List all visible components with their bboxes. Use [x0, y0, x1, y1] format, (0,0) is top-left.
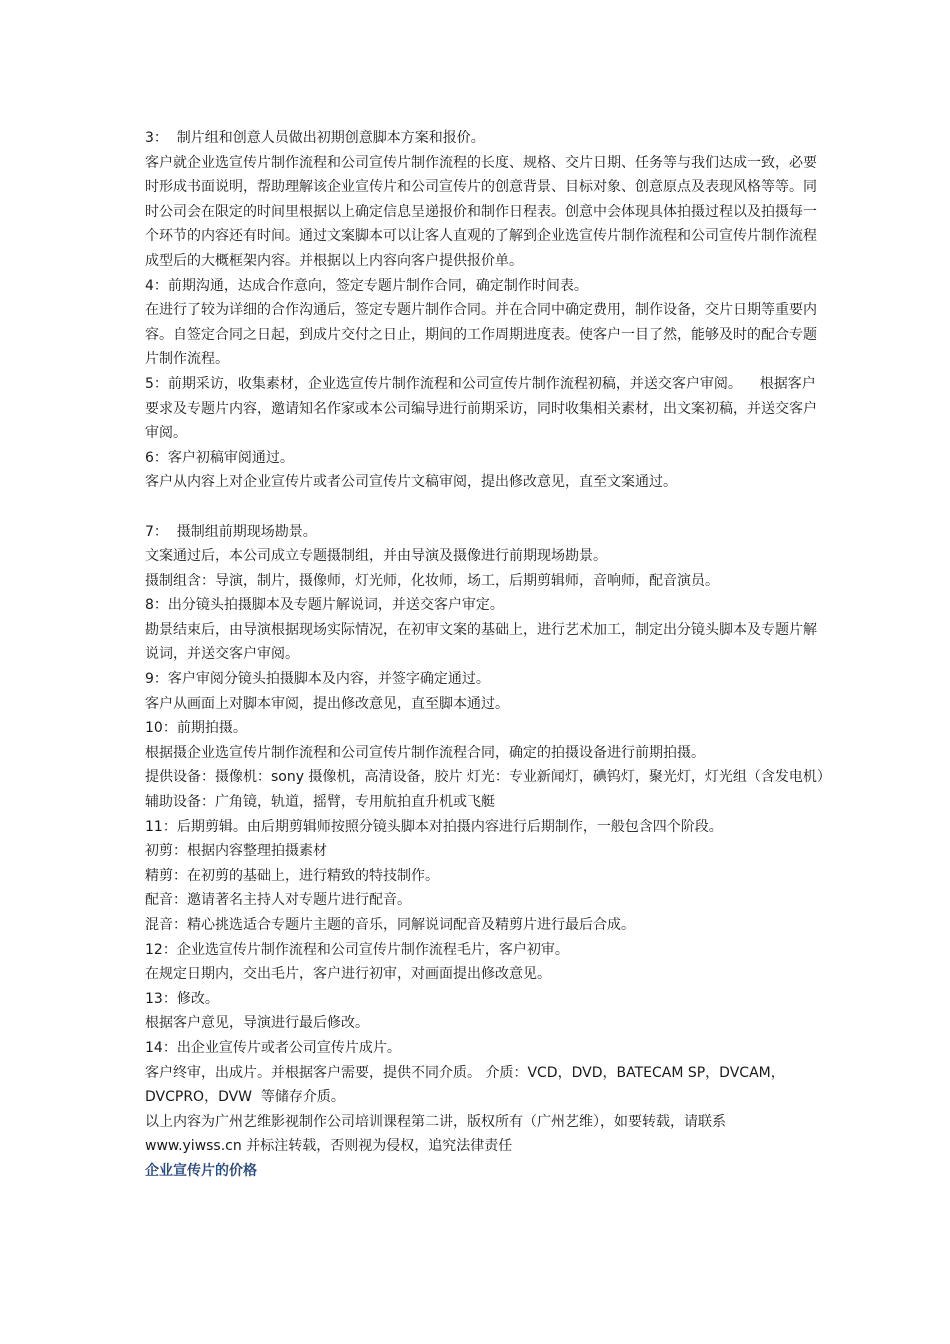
- step-12-body: 在规定日期内，交出毛片，客户进行初审，对画面提出修改意见。: [145, 966, 551, 983]
- step-9-heading: 9：客户审阅分镜头拍摄脚本及内容，并签字确定通过。: [145, 671, 490, 688]
- step-7-body: 文案通过后，本公司成立专题摄制组，并由导演及摄像进行前期现场勘景。: [145, 548, 607, 565]
- step-10-body: 根据摄企业选宣传片制作流程和公司宣传片制作流程合同，确定的拍摄设备进行前期拍摄。: [145, 744, 705, 761]
- crew-list: 摄制组含：导演，制片，摄像师，灯光师，化妆师，场工，后期剪辑师，音响师，配音演员。: [145, 572, 719, 589]
- step-14-body: 客户终审，出成片。并根据客户需要，提供不同介质。 介质：VCD，DVD，BATECAM SP，DVCAM，DVCPRO，DVW 等储存介质。: [145, 1064, 785, 1106]
- step-6-heading: 6：客户初稿审阅通过。: [145, 449, 294, 466]
- step-7-heading: 7： 摄制组前期现场勘景。: [145, 523, 317, 540]
- step-3-heading: 3： 制片组和创意人员做出初期创意脚本方案和报价。: [145, 130, 485, 146]
- price-heading-link[interactable]: 企业宣传片的价格: [145, 1162, 257, 1179]
- step-5-paragraph: 5：前期采访，收集素材，企业选宣传片制作流程和公司宣传片制作流程初稿，并送交客户审阅。 根据客户要求及专题片内容，邀请知名作家或本公司编导进行前期采访，同时收集相关素材，出文案初稿，并送交客户审阅。: [145, 375, 817, 442]
- copyright-notice: 以上内容为广州艺维影视制作公司培训课程第二讲，版权所有（广州艺维），如要转载，请联系 www.yiwss.cn 并标注转载，否则视为侵权，追究法律责任: [145, 1113, 731, 1155]
- step-8-heading: 8：出分镜头拍摄脚本及专题片解说词，并送交客户审定。: [145, 597, 504, 614]
- step-13-heading: 13：修改。: [145, 990, 219, 1007]
- blank-line: [145, 495, 825, 520]
- rough-cut-item: 初剪：根据内容整理拍摄素材: [145, 843, 327, 860]
- step-10-heading: 10：前期拍摄。: [145, 720, 247, 737]
- step-3-body: 客户就企业选宣传片制作流程和公司宣传片制作流程的长度、规格、交片日期、任务等与我们达成一致，必要时形成书面说明，帮助理解该企业宣传片和公司宣传片的创意背景、目标对象、创意原点及表现风格等等。同时公司会在限定的时间里根据以上确定信息呈递报价和制作日程表。创意中会体现具体拍摄过程以及拍摄每一个环节的内容还有时间。通过文案脚本可以让客人直观的了解到企业选宣传片制作流程和公司宣传片制作流程成型后的大概框架内容。并根据以上内容向客户提供报价单。: [145, 154, 817, 269]
- step-12-heading: 12：企业选宣传片制作流程和公司宣传片制作流程毛片，客户初审。: [145, 941, 569, 958]
- step-9-body: 客户从画面上对脚本审阅，提出修改意见，直至脚本通过。: [145, 695, 509, 712]
- step-4-heading: 4：前期沟通，达成合作意向，签定专题片制作合同，确定制作时间表。: [145, 277, 588, 294]
- step-14-heading: 14：出企业宣传片或者公司宣传片成片。: [145, 1039, 401, 1056]
- equipment-list: 提供设备：摄像机：sony 摄像机，高清设备，胶片 灯光：专业新闻灯，碘钨灯，聚光灯，灯光组（含发电机）辅助设备：广角镜，轨道，摇臂，专用航拍直升机或飞艇: [145, 769, 824, 811]
- document-body: [145, 126, 825, 1184]
- step-4-body: 在进行了较为详细的合作沟通后，签定专题片制作合同。并在合同中确定费用，制作设备，交片日期等重要内容。自签定合同之日起，到成片交付之日止，期间的工作周期进度表。使客户一目了然，能够及时的配合专题片制作流程。: [145, 302, 817, 368]
- step-13-body: 根据客户意见，导演进行最后修改。: [145, 1015, 369, 1032]
- mixing-item: 混音：精心挑选适合专题片主题的音乐，同解说词配音及精剪片进行最后合成。: [145, 917, 635, 933]
- fine-cut-item: 精剪：在初剪的基础上，进行精致的特技制作。: [145, 867, 439, 884]
- voiceover-item: 配音：邀请著名主持人对专题片进行配音。: [145, 892, 411, 909]
- step-6-body: 客户从内容上对企业宣传片或者公司宣传片文稿审阅，提出修改意见，直至文案通过。: [145, 474, 677, 491]
- step-11-heading: 11：后期剪辑。由后期剪辑师按照分镜头脚本对拍摄内容进行后期制作，一般包含四个阶段。: [145, 818, 723, 835]
- step-8-body: 勘景结束后，由导演根据现场实际情况，在初审文案的基础上，进行艺术加工，制定出分镜头脚本及专题片解说词，并送交客户审阅。: [145, 621, 817, 663]
